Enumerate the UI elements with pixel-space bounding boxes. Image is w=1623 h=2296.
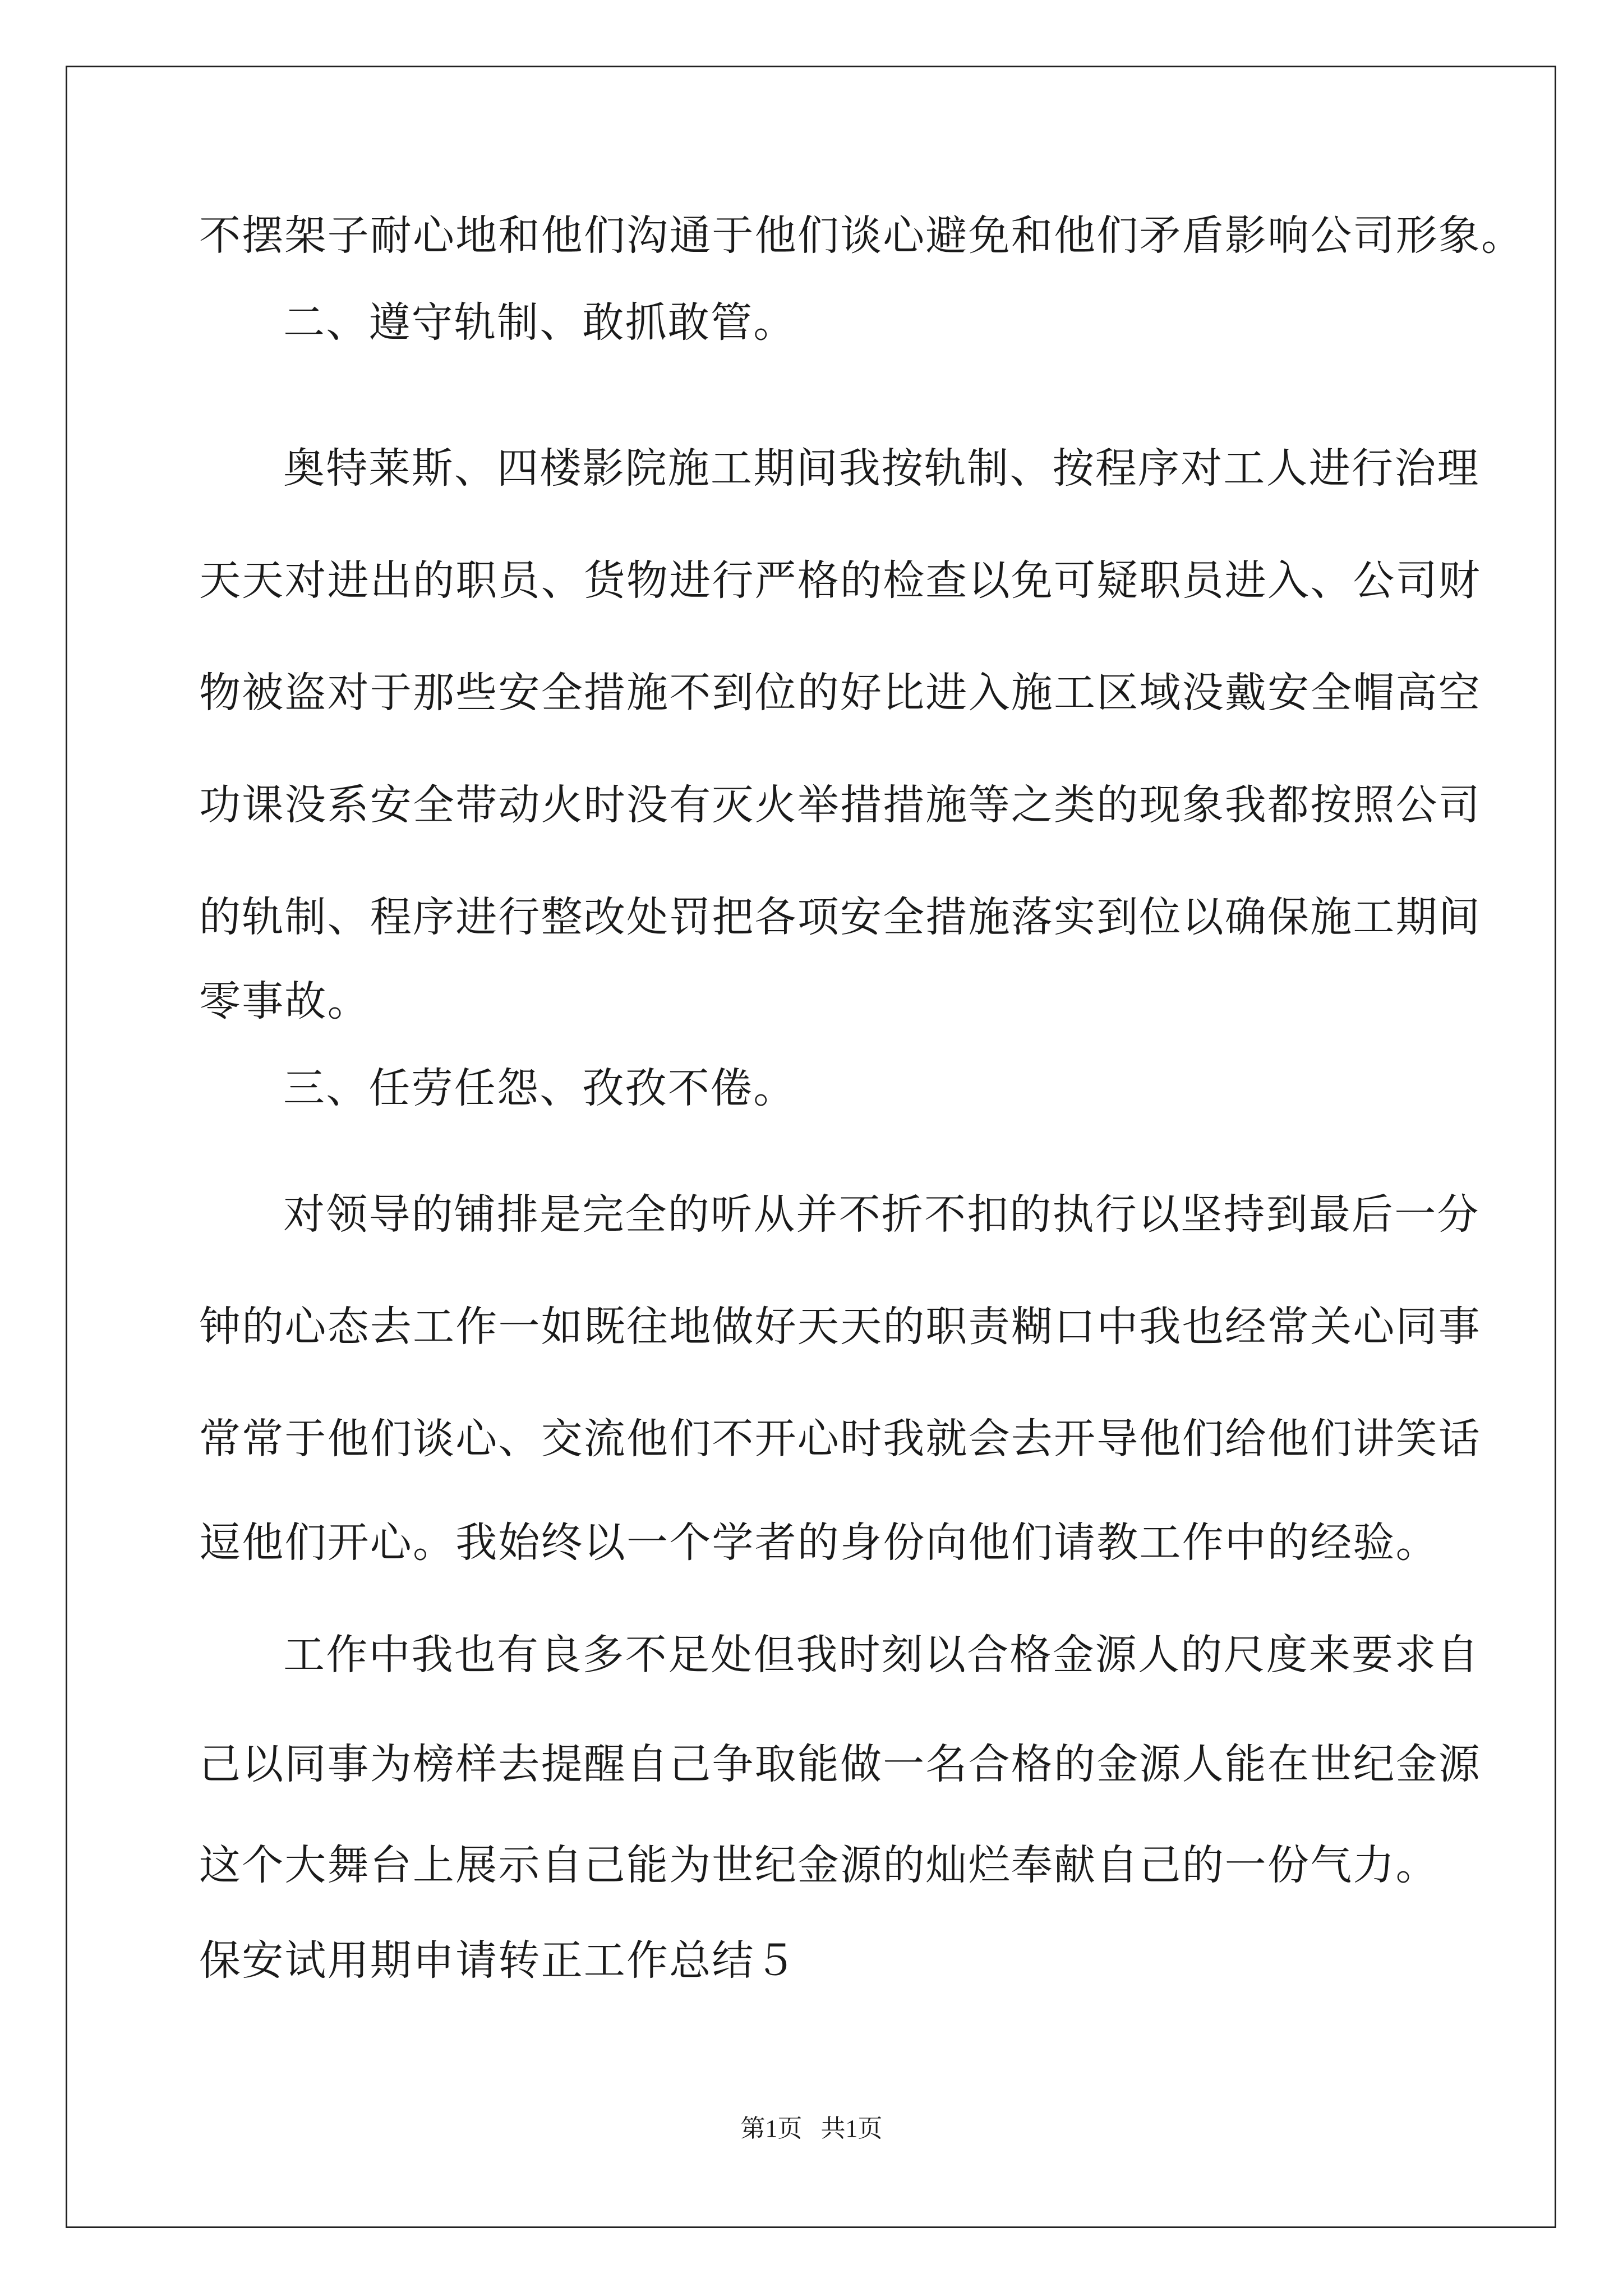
text-line: 奥特莱斯、四楼影院施工期间我按轨制、按程序对工人进行治理: [283, 444, 1480, 493]
text-line: 己以同事为榜样去提醒自己争取能做一名合格的金源人能在世纪金源: [199, 1740, 1481, 1788]
text-line: 钟的心态去工作一如既往地做好天天的职责糊口中我也经常关心同事: [199, 1303, 1481, 1351]
text-line: 逗他们开心。我始终以一个学者的身份向他们请教工作中的经验。: [199, 1519, 1438, 1567]
text-line: 工作中我也有良多不足处但我时刻以合格金源人的尺度来要求自: [283, 1631, 1480, 1679]
text-line: 物被盗对于那些安全措施不到位的好比进入施工区域没戴安全帽高空: [199, 669, 1481, 717]
text-line: 这个大舞台上展示自己能为世纪金源的灿烂奉献自己的一份气力。: [199, 1841, 1438, 1889]
section-heading: 三、任劳任怨、孜孜不倦。: [283, 1064, 796, 1112]
page-number-footer: 第1页 共1页: [740, 2115, 883, 2142]
text-line: 的轨制、程序进行整改处罚把各项安全措施落实到位以确保施工期间: [199, 893, 1481, 941]
text-line: 常常于他们谈心、交流他们不开心时我就会去开导他们给他们讲笑话: [199, 1415, 1481, 1463]
text-line: 零事故。: [199, 977, 370, 1025]
page-border: [66, 66, 1556, 2228]
text-line: 天天对进出的职员、货物进行严格的检查以免可疑职员进入、公司财: [199, 556, 1481, 605]
text-line: 对领导的铺排是完全的听从并不折不扣的执行以坚持到最后一分: [283, 1190, 1480, 1239]
section-heading: 二、遵守轨制、敢抓敢管。: [283, 298, 796, 347]
document-title: 保安试用期申请转正工作总结５: [199, 1936, 797, 1985]
text-line: 不摆架子耐心地和他们沟通于他们谈心避免和他们矛盾影响公司形象。: [199, 211, 1524, 260]
text-line: 功课没系安全带动火时没有灭火举措措施等之类的现象我都按照公司: [199, 781, 1481, 829]
